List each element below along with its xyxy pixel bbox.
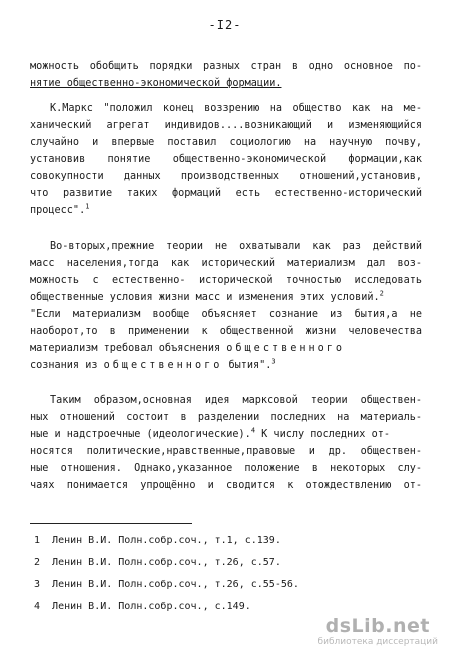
text-line: "Если материализм вообще объясняет сознание из бытия,а не (30, 309, 422, 320)
spaced-word: общественного (103, 360, 223, 371)
paragraph-1 (30, 58, 422, 92)
footnote-divider (30, 523, 192, 524)
text-line: наоборот,то в применении к общественной жизни человечества (30, 326, 422, 337)
paragraph-4 (30, 306, 422, 374)
paragraph-2 (30, 100, 422, 219)
text-line (30, 340, 422, 357)
text-line: совокупности данных производственных отношений,установив, (30, 171, 422, 182)
text-line (30, 289, 422, 306)
text-line (30, 75, 422, 92)
text-line (30, 357, 422, 374)
text-line (30, 426, 422, 443)
text-fragment: бытия". (222, 360, 272, 371)
text-fragment: сознания из (30, 360, 104, 371)
text-line: ных отношений состоит в разделении последних на материаль- (30, 412, 422, 423)
text-line: можность обобщить порядки разных стран в одно основное по- (30, 61, 422, 72)
text-line: Таким образом,основная идея марксовой теории обществен- (50, 395, 422, 406)
footnote: 3 Ленин В.И. Полн.собр.соч., т.26, с.55-56. (34, 579, 299, 590)
paragraph-3 (30, 238, 422, 306)
text-line: ные отношения. Однако,указанное положение в некоторых слу- (30, 463, 422, 474)
text-fragment: ные и надстроечные (идеологические). (30, 429, 251, 440)
footnote-mark: 1 (85, 202, 90, 211)
footnote-mark: 4 (250, 426, 256, 435)
footnotes (34, 530, 299, 618)
text-fragment: материализм требовал объяснения (30, 343, 227, 354)
text-fragment: общественные условия жизни масс и изменения этих условий. (30, 292, 380, 303)
text-line: Во-вторых,прежние теории не охватывали как раз действий (50, 241, 422, 252)
paragraph-5 (30, 392, 422, 494)
text-line: носятся политические,нравственные,правовые и др. обществен- (30, 446, 422, 457)
footnote-mark: 3 (271, 357, 276, 366)
watermark-logo: dsLib.net (325, 615, 430, 637)
watermark-subtitle: библиотека диссертаций (317, 637, 438, 647)
dslib-watermark (318, 615, 438, 647)
text-line: масс населения,тогда как исторический материализм дал воз- (30, 258, 422, 269)
text-line: чаях понимается упрощённо и сводится к отождествлению от- (30, 480, 422, 491)
text-line: К.Маркс "положил конец воззрению на общество как на ме- (50, 103, 422, 114)
underlined-term: нятие общественно-экономической формации. (30, 78, 282, 89)
footnote: 4 Ленин В.И. Полн.собр.соч., с.149. (34, 601, 251, 612)
text-fragment: процесс". (30, 205, 86, 216)
text-line: можность с естественно- исторической точностью исследовать (30, 275, 422, 286)
footnote-mark: 2 (379, 289, 384, 298)
text-line: установив понятие общественно-экономической формации,как (30, 154, 422, 165)
text-fragment: К числу последних от- (255, 429, 390, 440)
text-line: ханический агрегат индивидов....возникающий и изменяющийся (30, 120, 422, 131)
text-line: случайно и впервые поставил социологию на научную почву, (30, 137, 422, 148)
page-number: -I2- (208, 18, 242, 32)
text-line: что развитие таких формаций есть естественно-исторический (30, 188, 422, 199)
footnote: 1 Ленин В.И. Полн.собр.соч., т.1, с.139. (34, 535, 281, 546)
footnote: 2 Ленин В.И. Полн.собр.соч., т.26, с.57. (34, 557, 281, 568)
text-line (30, 202, 422, 219)
spaced-word: общественного (226, 343, 346, 354)
